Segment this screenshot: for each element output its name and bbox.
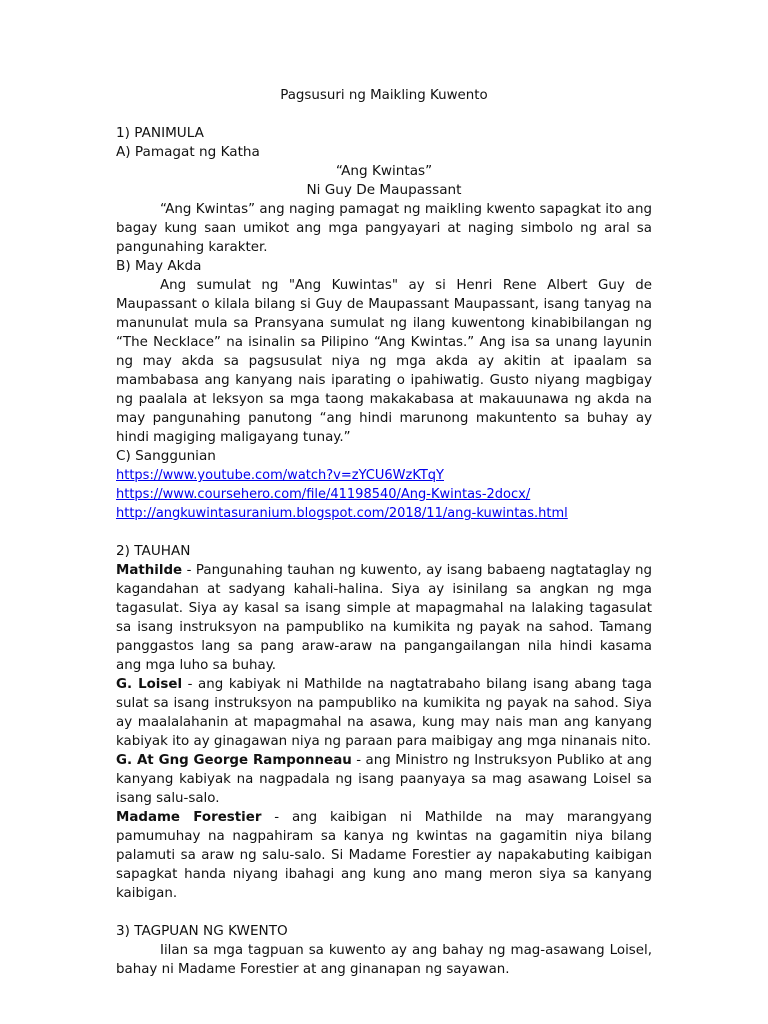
reference-link-blogspot[interactable]: http://angkuwintasuranium.blogspot.com/2018/11/ang-kuwintas.html (116, 506, 568, 521)
document-title: Pagsusuri ng Maikling Kuwento (280, 88, 488, 103)
character-description: - ang kaibigan ni Mathilde na may marangyang pamumuhay na nagpahiram sa kanya ng kwintas na gagamitin niya bilang palamuti sa araw ng salu-salo. Si Madame Forestier ay napakabuting kaibigan sapagkat handa niyang ibahagi ang kung ano mang meron siya sa kanyang kaibigan. (116, 810, 652, 901)
section-heading-tagpuan: 3) TAGPUAN NG KWENTO (116, 923, 288, 939)
character-name: Mathilde (116, 563, 183, 578)
reference-link-coursehero[interactable]: https://www.coursehero.com/file/41198540/Ang-Kwintas-2docx/ (116, 487, 531, 502)
story-author: Ni Guy De Maupassant (306, 182, 462, 198)
spacer (116, 903, 652, 922)
subheading-may-akda: B) May Akda (116, 258, 202, 274)
character-description: - Pangunahing tauhan ng kuwento, ay isang babaeng nagtataglay ng kagandahan at sadyang kahali-halina. Siya ay isinilang sa angkan ng mga tagasulat. Siya ay kasal sa isang simple at mapagmahal na lalaking tagasulat sa isang instruksyon na pampubliko na kumikita ng payak na sahod. Tamang panggastos lang sa pang araw-araw na pangangailangan nila hindi kasama ang mga luho sa buhay. (116, 563, 652, 673)
character-entry (116, 561, 652, 675)
character-entry (116, 675, 652, 751)
character-name: G. At Gng George Ramponneau (116, 753, 352, 768)
character-entry (116, 808, 652, 903)
paragraph-pamagat: “Ang Kwintas” ang naging pamagat ng maikling kwento sapagkat ito ang bagay kung saan umikot ang mga pangyayari at naging simbolo ng aral sa pangunahing karakter. (116, 202, 652, 255)
document-body (116, 86, 652, 979)
paragraph-may-akda: Ang sumulat ng "Ang Kuwintas" ay si Henri Rene Albert Guy de Maupassant o kilala bilang si Guy de Maupassant Maupassant, isang tanyag na manunulat mula sa Pransyana sumulat ng ilang kuwentong kinabibilangan ng “The Necklace” na isinalin sa Pilipino “Ang Kwintas.” Ang isa sa unang layunin ng may akda sa pagsusulat niya ng mga akda ay akitin at ipaalam sa mambabasa ang kanyang nais iparating o ipahiwatig. Gusto niyang magbigay ng paalala at leksyon sa mga taong makakabasa at makauunawa ng akda na may pangunahing panutong “ang hindi marunong makuntento sa buhay ay hindi magiging maligayang tunay.” (116, 278, 652, 445)
character-name: G. Loisel (116, 677, 183, 692)
character-description: - ang Ministro ng Instruksyon Publiko at ang kanyang kabiyak na nagpadala ng isang paanyaya sa mag asawang Loisel sa isang salu-salo. (116, 753, 652, 806)
reference-link-youtube[interactable]: https://www.youtube.com/watch?v=zYCU6WzKTqY (116, 468, 444, 483)
character-name: Madame Forestier (116, 810, 262, 825)
story-title: “Ang Kwintas” (335, 163, 433, 179)
subheading-pamagat: A) Pamagat ng Katha (116, 144, 260, 160)
section-heading-panimula: 1) PANIMULA (116, 125, 204, 141)
subheading-sanggunian: C) Sanggunian (116, 448, 216, 464)
character-description: - ang kabiyak ni Mathilde na nagtatrabaho bilang isang abang taga sulat sa isang instruksyon na pampubliko na kumikita ng payak na sahod. Siya ay maalalahanin at mapagmahal na asawa, kung may nais man ang kanyang kabiyak ito ay ginagawan niya ng paraan para maibigay ang mga ninanais nito. (116, 677, 652, 749)
character-entry (116, 751, 652, 808)
paragraph-tagpuan: Iilan sa mga tagpuan sa kuwento ay ang bahay ng mag-asawang Loisel, bahay ni Madame Forestier at ang ginanapan ng sayawan. (116, 943, 652, 977)
section-heading-tauhan: 2) TAUHAN (116, 543, 191, 559)
spacer (116, 523, 652, 542)
